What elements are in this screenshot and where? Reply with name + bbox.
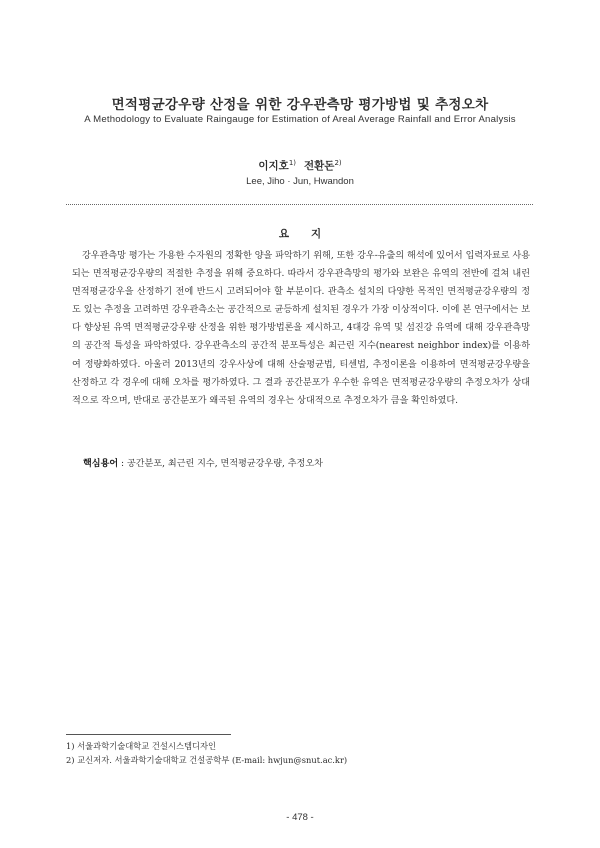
abstract-body: 강우관측망 평가는 가용한 수자원의 정확한 양을 파악하기 위해, 또한 강우-유출의 해석에 있어서 입력자료로 사용되는 면적평균강우량의 적절한 추정을 위해 중요하다. 따라서 강우관측망의 평가와 보완은 유역의 전반에 걸쳐 내린 면적평균강우을 산정하기 전에 반드시 고려되어야 할 부분이다. 관측소 설치의 다양한 목적인 면적평균강우량의 정도 있는 추정을 고려하면 강우관측소는 공간적으로 균등하게 설치된 경우가 가장 이상적이다. 이에 본 연구에서는 보다 향상된 유역 면적평균강우량 산정을 위한 평가방법론을 제시하고, 4대강 유역 및 섬진강 유역에 대해 강우관측망의 공간적 특성을 파악하였다. 강우관측소의 공간적 분포특성은 최근린 지수(nearest neighbor index)를 이용하여 정량화하였다. 아울러 2013년의 강우사상에 대해 산술평균법, 티센법, 추정이론을 이용하여 면적평균강우량을 산정하고 각 경우에 대해 오차를 평가하였다. 그 결과 공간분포가 우수한 유역은 면적평균강우량의 추정오차가 상대적으로 작으며, 반대로 공간분포가 왜곡된 유역의 경우는 상대적으로 추정오차가 큼을 확인하였다.	[72, 251, 530, 406]
footnote-1: 1) 서울과학기술대학교 건설시스템디자인	[66, 741, 217, 751]
author-2-footnote-mark: 2)	[334, 159, 342, 167]
footnote-divider	[66, 734, 231, 735]
keywords-line	[83, 456, 523, 469]
abstract-heading: 요지	[278, 228, 344, 240]
footnote-2: 2) 교신저자. 서울과학기술대학교 건설공학부 (E-mail: hwjun@snut.ac.kr)	[66, 754, 348, 765]
author-names-korean	[0, 158, 600, 173]
paper-title-english: A Methodology to Evaluate Raingauge for Estimation of Areal Average Rainfall and Error Analysis	[84, 114, 516, 125]
author-1	[258, 160, 304, 172]
keywords-label: 핵심용어	[83, 459, 119, 469]
author-2	[304, 160, 342, 172]
paper-title-korean: 면적평균강우량 산정을 위한 강우관측망 평가방법 및 추정오차	[111, 97, 489, 113]
keywords-text: : 공간분포, 최근린 지수, 면적평균강우량, 추정오차	[118, 459, 323, 469]
author-1-footnote-mark: 1)	[288, 159, 296, 167]
header-divider	[66, 204, 533, 205]
author-2-name: 전환돈	[304, 160, 335, 172]
author-1-name: 이지호	[258, 160, 289, 172]
page-number: - 478 -	[286, 812, 314, 823]
author-names-english: Lee, Jiho · Jun, Hwandon	[246, 176, 354, 187]
footnotes	[66, 740, 536, 767]
